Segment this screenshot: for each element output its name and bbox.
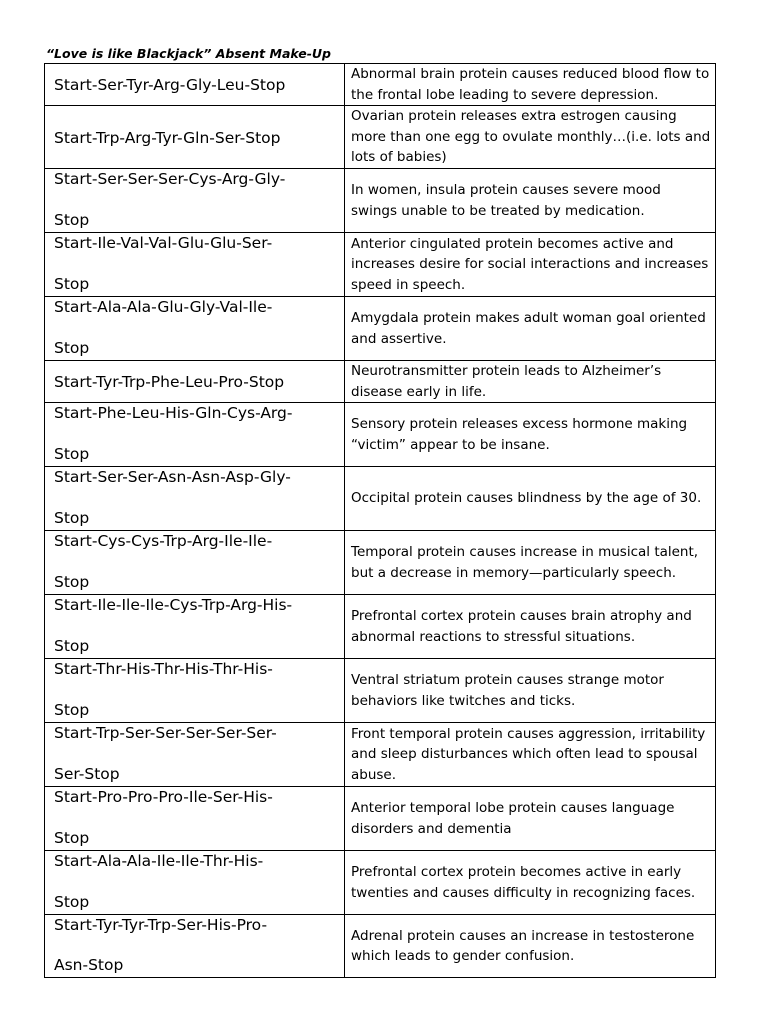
table-row [45,851,716,915]
table-row [45,169,716,233]
sequence-line-2: Stop [54,893,90,911]
table-row [45,106,716,169]
description-cell: Prefrontal cortex protein causes brain atrophy and abnormal reactions to stressful situations. [345,595,716,659]
table-row [45,915,716,978]
description-cell: Prefrontal cortex protein becomes active in early twenties and causes difficulty in recognizing faces. [345,851,716,915]
description-cell: Temporal protein causes increase in musical talent, but a decrease in memory—particularly speech. [345,531,716,595]
table-row [45,233,716,297]
description-cell: Anterior cingulated protein becomes active and increases desire for social interactions and increases speed in speech. [345,233,716,297]
sequence-line-2: Stop [54,339,90,357]
protein-table [44,63,716,978]
description-cell: Front temporal protein causes aggression, irritability and sleep disturbances which often lead to spousal abuse. [345,723,716,787]
table-row [45,787,716,851]
description-cell: Occipital protein causes blindness by the age of 30. [345,467,716,531]
sequence-line-1: Start-Cys-Cys-Trp-Arg-Ile-Ile- [54,532,273,550]
sequence-line-2: Stop [54,445,90,463]
sequence-cell [45,169,345,233]
sequence-line-1: Start-Ile-Val-Val-Glu-Glu-Ser- [54,234,273,252]
table-row [45,297,716,361]
sequence-line-2: Stop [54,701,90,719]
sequence-line-1: Start-Ser-Ser-Ser-Cys-Arg-Gly- [54,170,286,188]
sequence-line-1: Start-Trp-Ser-Ser-Ser-Ser-Ser- [54,724,277,742]
table-row [45,659,716,723]
sequence-line-1: Start-Thr-His-Thr-His-Thr-His- [54,660,273,678]
sequence-cell [45,787,345,851]
sequence-cell: Start-Trp-Arg-Tyr-Gln-Ser-Stop [45,106,345,169]
sequence-line-2: Asn-Stop [54,956,124,974]
sequence-line-2: Stop [54,509,90,527]
description-cell: Amygdala protein makes adult woman goal oriented and assertive. [345,297,716,361]
sequence-line-2: Ser-Stop [54,765,120,783]
sequence-cell [45,403,345,467]
sequence-cell [45,233,345,297]
sequence-line-2: Stop [54,275,90,293]
sequence-line-1: Start-Ile-Ile-Ile-Cys-Trp-Arg-His- [54,596,293,614]
sequence-line-1: Start-Tyr-Tyr-Trp-Ser-His-Pro- [54,916,268,934]
sequence-cell [45,659,345,723]
sequence-line-1: Start-Pro-Pro-Pro-Ile-Ser-His- [54,788,273,806]
sequence-line-2: Stop [54,573,90,591]
sequence-cell [45,915,345,978]
sequence-line-1: Start-Ser-Ser-Asn-Asn-Asp-Gly- [54,468,291,486]
sequence-line-2: Stop [54,829,90,847]
sequence-line-1: Start-Ala-Ala-Glu-Gly-Val-Ile- [54,298,273,316]
document-title: “Love is like Blackjack” Absent Make-Up [46,46,332,61]
sequence-line-2: Stop [54,637,90,655]
description-cell: Abnormal brain protein causes reduced blood flow to the frontal lobe leading to severe depression. [345,64,716,106]
description-cell: Ovarian protein releases extra estrogen causing more than one egg to ovulate monthly…(i.e. lots and lots of babies) [345,106,716,169]
sequence-line-2: Stop [54,211,90,229]
table-row [45,723,716,787]
sequence-cell [45,531,345,595]
description-cell: Neurotransmitter protein leads to Alzheimer’s disease early in life. [345,361,716,403]
description-cell: Ventral striatum protein causes strange motor behaviors like twitches and ticks. [345,659,716,723]
table-row [45,64,716,106]
sequence-line-1: Start-Ala-Ala-Ile-Ile-Thr-His- [54,852,264,870]
description-cell: Sensory protein releases excess hormone making “victim” appear to be insane. [345,403,716,467]
sequence-cell [45,297,345,361]
description-cell: In women, insula protein causes severe mood swings unable to be treated by medication. [345,169,716,233]
sequence-cell [45,467,345,531]
sequence-cell: Start-Ser-Tyr-Arg-Gly-Leu-Stop [45,64,345,106]
table-row [45,361,716,403]
sequence-line-1: Start-Phe-Leu-His-Gln-Cys-Arg- [54,404,293,422]
table-row [45,467,716,531]
sequence-cell [45,851,345,915]
table-row [45,403,716,467]
description-cell: Adrenal protein causes an increase in testosterone which leads to gender confusion. [345,915,716,978]
table-row [45,595,716,659]
description-cell: Anterior temporal lobe protein causes language disorders and dementia [345,787,716,851]
sequence-cell: Start-Tyr-Trp-Phe-Leu-Pro-Stop [45,361,345,403]
sequence-cell [45,723,345,787]
sequence-cell [45,595,345,659]
table-row [45,531,716,595]
